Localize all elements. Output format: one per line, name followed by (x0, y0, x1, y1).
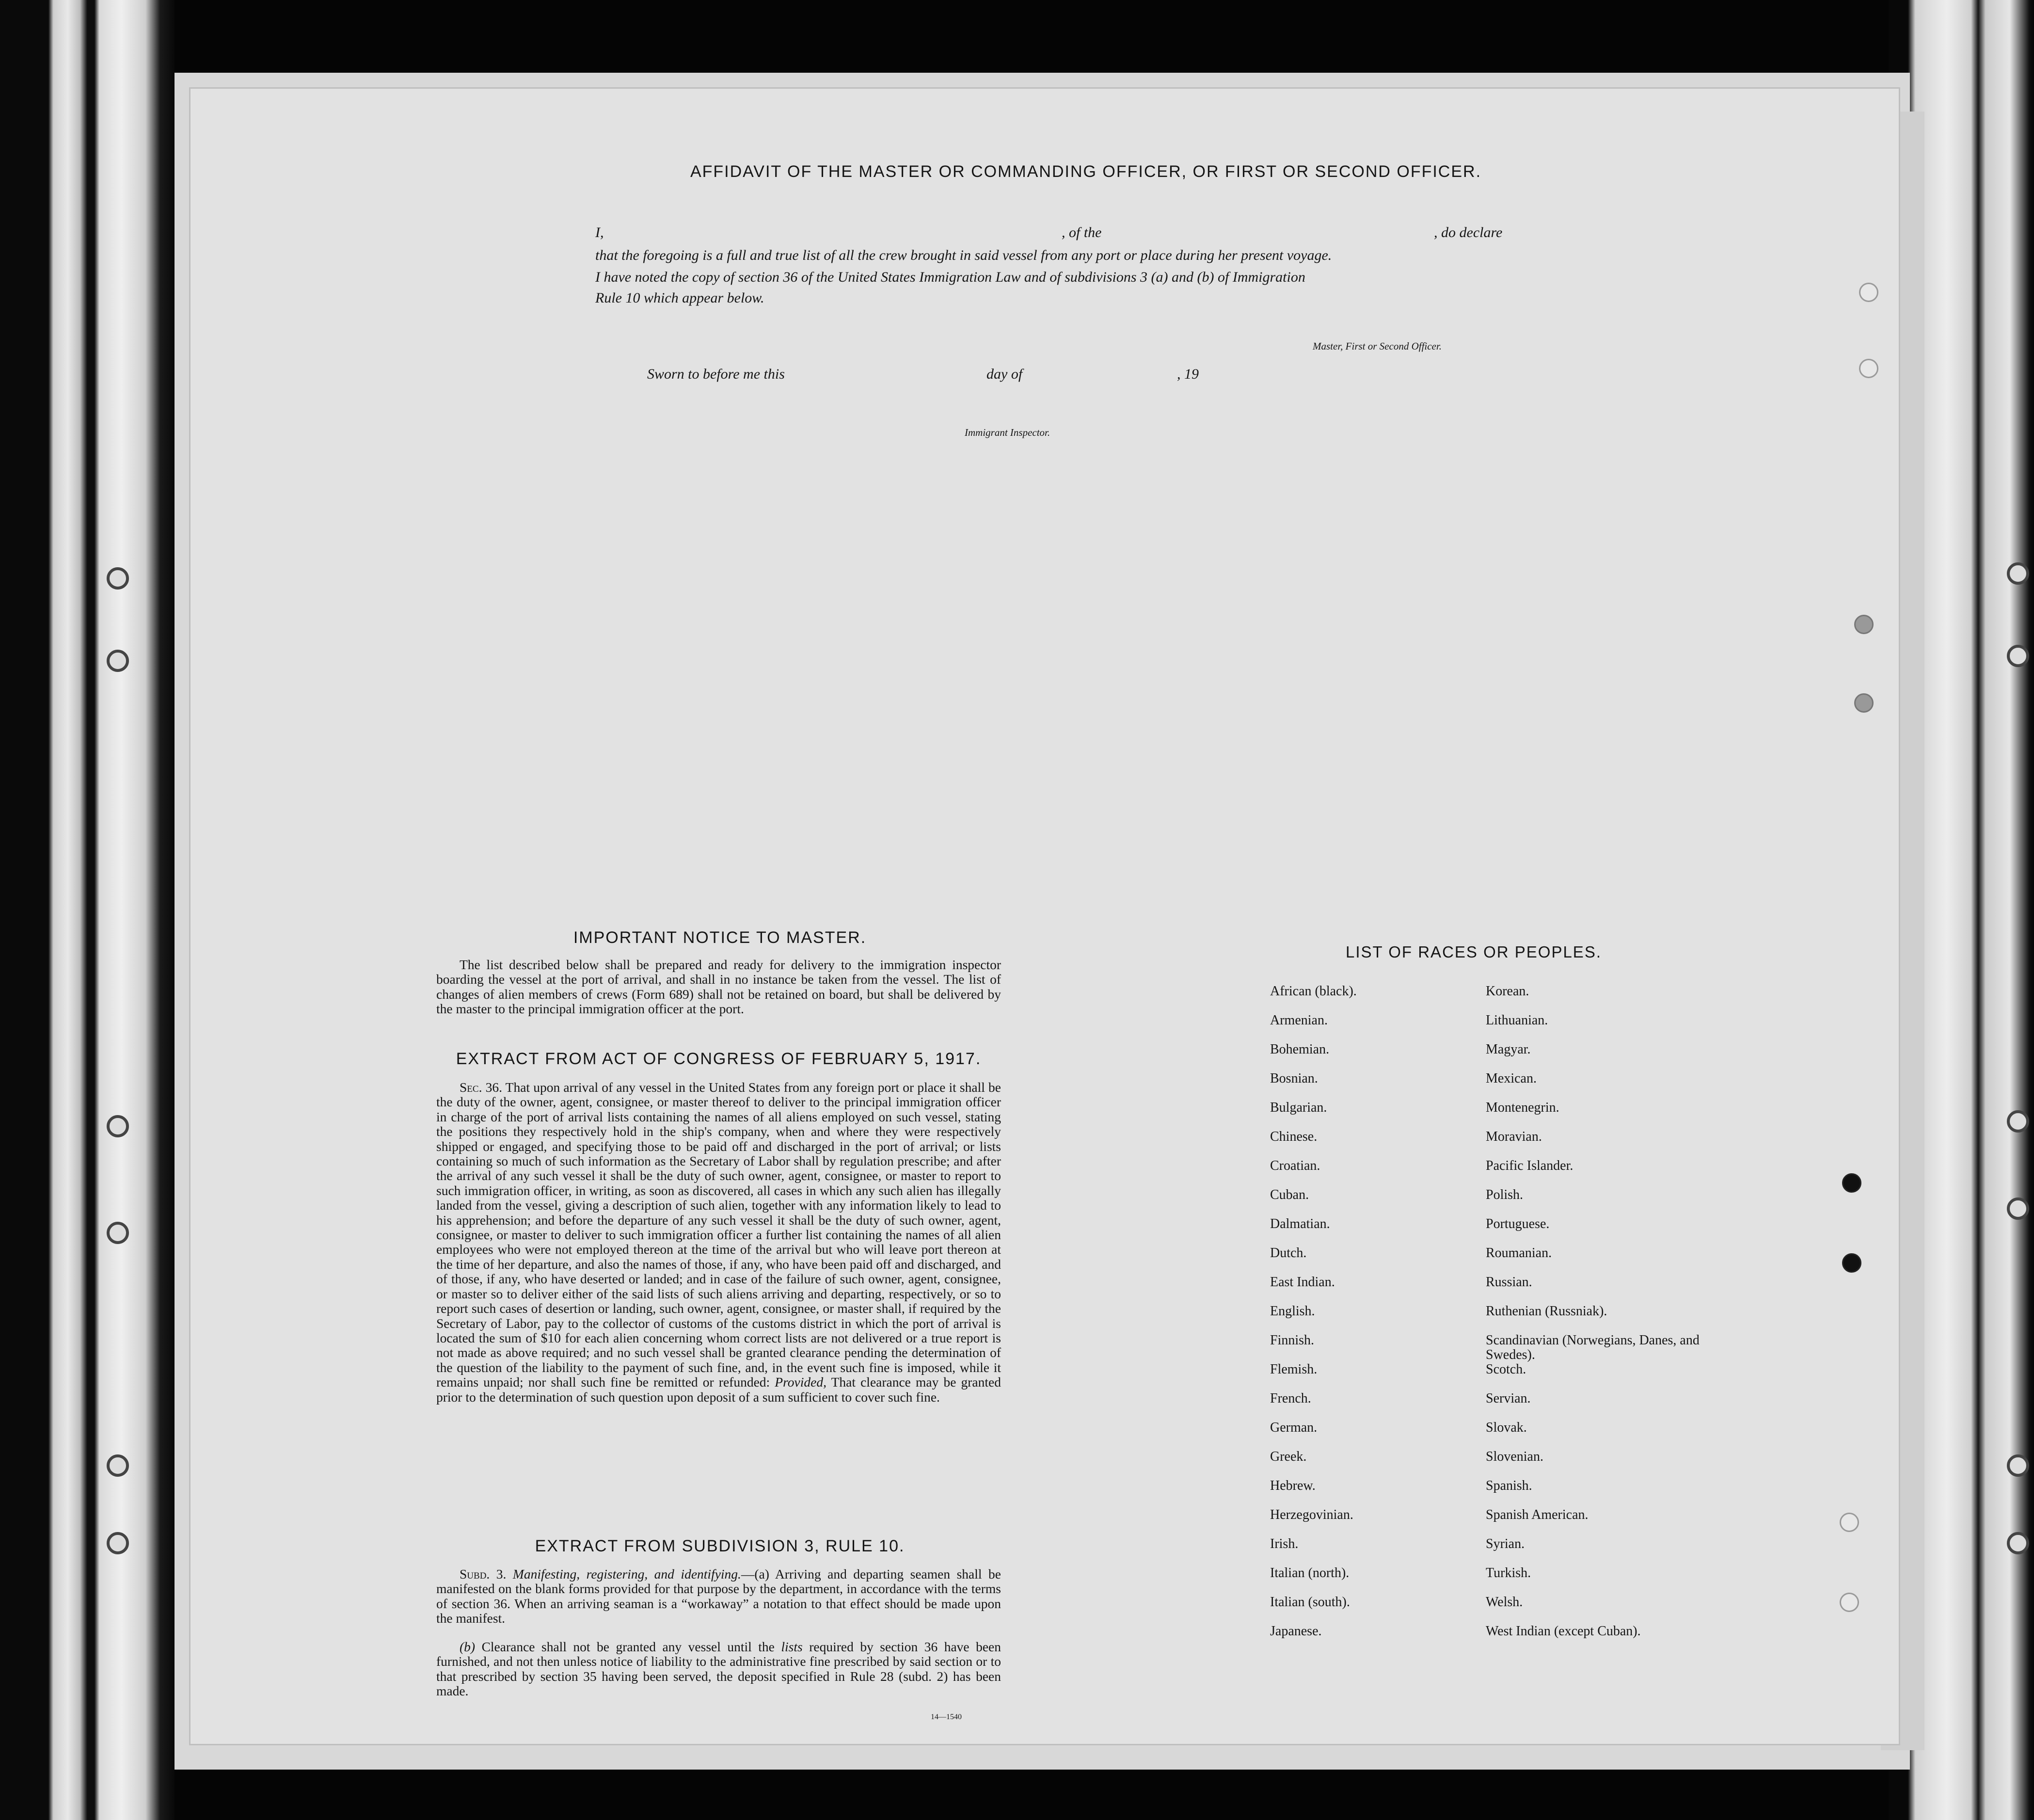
race-item: Lithuanian. (1486, 1013, 1548, 1028)
race-item: Pacific Islander. (1486, 1158, 1573, 1173)
race-item: Armenian. (1270, 1013, 1328, 1028)
punch-hole-icon (1840, 1513, 1859, 1532)
binder-ring-icon (2007, 1110, 2029, 1133)
notice-heading: IMPORTANT NOTICE TO MASTER. (573, 928, 867, 947)
race-item: Roumanian. (1486, 1245, 1552, 1261)
race-item: Slovak. (1486, 1420, 1527, 1435)
binder-ring-icon (107, 1532, 129, 1554)
race-item: Chinese. (1270, 1129, 1318, 1144)
race-item: Scotch. (1486, 1362, 1526, 1377)
punch-hole-icon (1859, 283, 1878, 302)
provided-word: Provided, (775, 1374, 826, 1390)
races-right-column (1486, 984, 1738, 1653)
section-label: Sec. 36. (460, 1080, 502, 1095)
race-item: Moravian. (1486, 1129, 1542, 1144)
race-item: Irish. (1270, 1536, 1299, 1551)
races-left-column (1270, 984, 1522, 1653)
race-item: Flemish. (1270, 1362, 1318, 1377)
race-item: Greek. (1270, 1449, 1307, 1464)
race-item: Montenegrin. (1486, 1100, 1559, 1115)
act-extract-text (436, 1080, 1001, 1405)
race-item: Servian. (1486, 1391, 1531, 1406)
left-binder-edge (0, 0, 175, 1820)
sworn-year: , 19 (1177, 366, 1199, 382)
race-item: Scandinavian (Norwegians, Danes, and Swedes). (1486, 1333, 1700, 1362)
para-b-label: (b) (460, 1639, 476, 1654)
race-item: Korean. (1486, 984, 1529, 999)
punch-hole-icon (1854, 693, 1874, 713)
binder-ring-icon (107, 567, 129, 590)
affidavit-line-3: I have noted the copy of section 36 of the United States Immigration Law and of subdivisions 3 (a) and (b) of Immigration (595, 269, 1305, 285)
race-item: Spanish American. (1486, 1507, 1589, 1522)
race-item: East Indian. (1270, 1275, 1335, 1290)
race-item: Herzegovinian. (1270, 1507, 1353, 1522)
race-item: Italian (north). (1270, 1565, 1350, 1581)
binder-ring-icon (107, 650, 129, 672)
form-number: 14—1540 (931, 1713, 962, 1721)
race-item: Bulgarian. (1270, 1100, 1327, 1115)
race-item: Croatian. (1270, 1158, 1320, 1173)
race-item: Dalmatian. (1270, 1216, 1330, 1231)
races-heading: LIST OF RACES OR PEOPLES. (1345, 943, 1602, 961)
binder-ring-icon (107, 1222, 129, 1244)
punch-hole-icon (1842, 1173, 1861, 1193)
race-item: Japanese. (1270, 1624, 1322, 1639)
rule-extract-para-a (436, 1567, 1001, 1626)
affidavit-line-4: Rule 10 which appear below. (595, 290, 764, 306)
sworn-day-of: day of (986, 366, 1023, 382)
rule-extract-para-b (436, 1640, 1001, 1699)
punch-hole-icon (1842, 1253, 1861, 1273)
affidavit-of-the-label: , of the (1062, 224, 1102, 240)
act-extract-heading: EXTRACT FROM ACT OF CONGRESS OF FEBRUARY 5, 1917. (456, 1050, 982, 1068)
race-item: Bohemian. (1270, 1042, 1330, 1057)
race-item: Syrian. (1486, 1536, 1525, 1551)
race-item: English. (1270, 1304, 1315, 1319)
race-item: Finnish. (1270, 1333, 1315, 1348)
subdivision-title: Manifesting, registering, and identifying. (512, 1566, 741, 1581)
race-item: Dutch. (1270, 1245, 1307, 1261)
para-b-post: required by section 36 have been furnished, and not then unless notice of liability to the administrative fine prescribed by said section or to that prescribed by section 35 having been served, the deposit specified in Rule 28 (subd. 2) has been made. (436, 1639, 1001, 1699)
immigrant-inspector-label: Immigrant Inspector. (965, 427, 1050, 438)
punch-hole-icon (1859, 359, 1878, 378)
race-item: Bosnian. (1270, 1071, 1318, 1086)
subdivision-label: Subd. 3. (460, 1566, 507, 1581)
race-item: Russian. (1486, 1275, 1532, 1290)
race-item: Hebrew. (1270, 1478, 1316, 1493)
binder-ring-icon (2007, 645, 2029, 667)
race-item: Polish. (1486, 1187, 1524, 1202)
race-item: Cuban. (1270, 1187, 1309, 1202)
binder-ring-icon (2007, 562, 2029, 585)
race-item: Ruthenian (Russniak). (1486, 1304, 1607, 1319)
race-item: African (black). (1270, 984, 1357, 999)
binder-ring-icon (2007, 1532, 2029, 1554)
binder-ring-icon (2007, 1197, 2029, 1220)
race-item: Turkish. (1486, 1565, 1531, 1581)
affidavit-line-2: that the foregoing is a full and true list of all the crew brought in said vessel from any port or place during her present voyage. (595, 247, 1332, 263)
section-36-body-end: That clearance may be granted prior to the determination of such question upon deposit of a sum sufficient to cover such fine. (436, 1374, 1001, 1405)
para-b-lists: lists (781, 1639, 803, 1654)
master-signature-label: Master, First or Second Officer. (1313, 340, 1442, 352)
race-item: Italian (south). (1270, 1595, 1350, 1610)
binder-ring-icon (107, 1454, 129, 1477)
binder-ring-icon (107, 1115, 129, 1137)
rule-extract-heading: EXTRACT FROM SUBDIVISION 3, RULE 10. (535, 1537, 905, 1555)
race-item: Mexican. (1486, 1071, 1537, 1086)
notice-text: The list described below shall be prepared and ready for delivery to the immigration inspector boarding the vessel at the port of arrival, and shall in no instance be taken from the vessel. The list of changes of alien members of crews (Form 689) shall not be retained on board, but shall be delivered by the master to the principal immigration officer at the port. (436, 957, 1001, 1017)
punch-hole-icon (1840, 1593, 1859, 1612)
para-a-text: —(a) Arriving and departing seamen shall be manifested on the blank forms provided for that purpose by the department, in accordance with the terms of section 36. When an arriving seaman is a “workaway” a notation to that effect should be made upon the manifest. (436, 1566, 1001, 1626)
race-item: Spanish. (1486, 1478, 1532, 1493)
race-item: Slovenian. (1486, 1449, 1543, 1464)
affidavit-do-declare-label: , do declare (1434, 224, 1503, 240)
race-item: French. (1270, 1391, 1311, 1406)
para-b-pre: Clearance shall not be granted any vessel until the (481, 1639, 775, 1654)
race-item: German. (1270, 1420, 1318, 1435)
race-item: Welsh. (1486, 1595, 1523, 1610)
affidavit-title: AFFIDAVIT OF THE MASTER OR COMMANDING OFFICER, OR FIRST OR SECOND OFFICER. (690, 162, 1482, 181)
sworn-prefix: Sworn to before me this (647, 366, 785, 382)
affidavit-i-label: I, (595, 224, 604, 240)
race-item: Magyar. (1486, 1042, 1531, 1057)
section-36-body: That upon arrival of any vessel in the United States from any foreign port or place it shall be the duty of the owner, agent, consignee, or master thereof to deliver to the principal immigration officer in charge of the port of arrival lists containing the names of all aliens employed on such vessel, stating the positions they respectively hold in the ship's company, when and where they were respectively shipped or engaged, and specifying those to be paid off and discharged in the port of arrival; or lists containing so much of such information as the Secretary of Labor shall by regulation prescribe; and after the arrival of any such vessel it shall be the duty of such owner, agent, consignee, or master to report to such immigration officer, in writing, as soon as discovered, all cases in which any such alien has illegally landed from the vessel, giving a description of such alien, together with any information likely to lead to his apprehension; and before the departure of any such vessel it shall be the duty of such owner, agent, consignee, or master to deliver to such immigration officer a further list containing the names of all alien employees who were not employed thereon at the time of the arrival but who will leave port thereon at the time of her departure, and also the names of those, if any, who have been paid off and discharged, and of those, if any, who have deserted or landed; and in case of the failure of such owner, agent, consignee, or master so to deliver either of the said lists of such aliens arriving and departing, respectively, or so to report such cases of desertion or landing, such owner, agent, consignee, or master shall, if required by the Secretary of Labor, pay to the collector of customs of the customs district in which the port of arrival is located the sum of $10 for each alien concerning whom correct lists are not delivered or a true report is not made as above required; and no such vessel shall be granted clearance pending the determination of the question of the liability to the payment of such fine, and, in the event such fine is imposed, while it remains unpaid; nor shall such fine be remitted or refunded: (436, 1080, 1001, 1390)
race-item: West Indian (except Cuban). (1486, 1624, 1641, 1639)
race-item: Portuguese. (1486, 1216, 1550, 1231)
binder-ring-icon (2007, 1454, 2029, 1477)
punch-hole-icon (1854, 615, 1874, 634)
